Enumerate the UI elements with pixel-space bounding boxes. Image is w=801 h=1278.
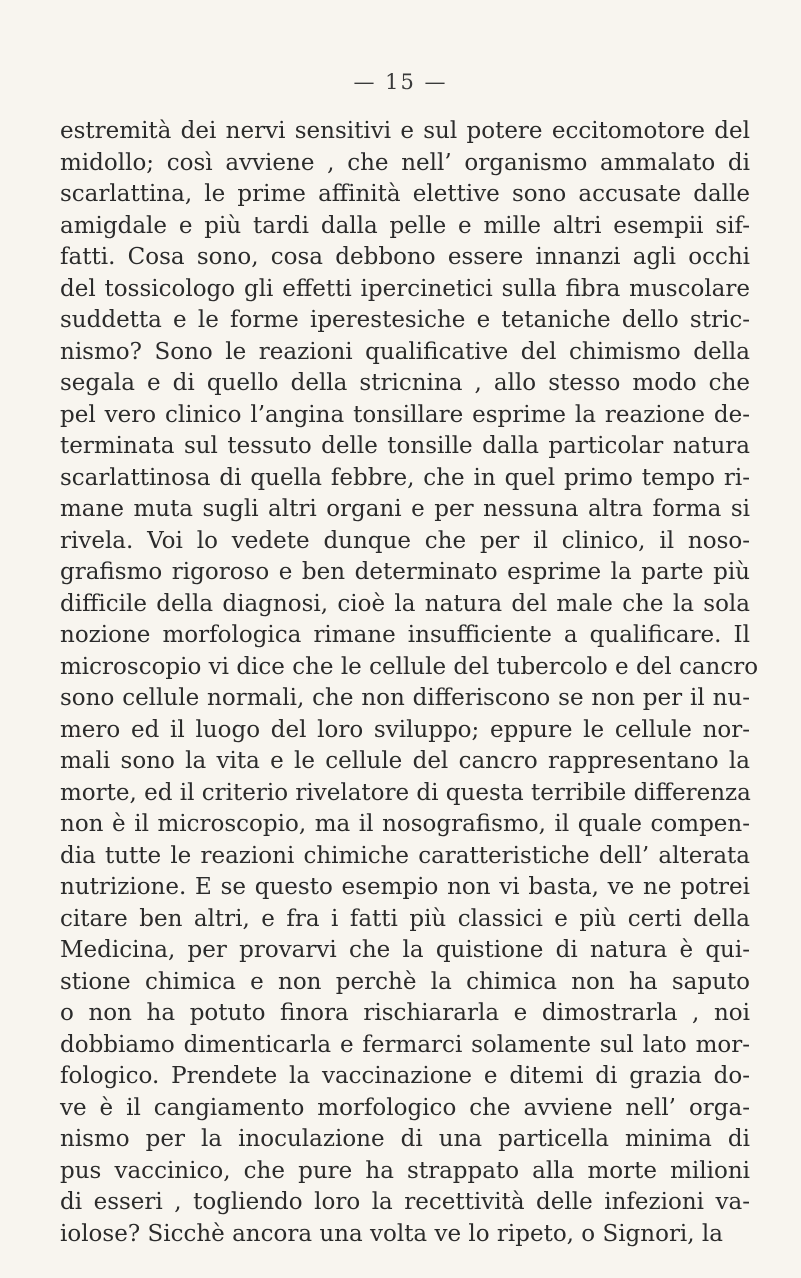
- text-line: mero ed il luogo del loro sviluppo; eppure le cellule nor-: [60, 716, 750, 743]
- text-line: nismo? Sono le reazioni qualificative del chimismo della: [60, 338, 750, 365]
- text-line: di esseri , togliendo loro la recettività delle infezioni va-: [60, 1189, 750, 1215]
- text-line: stione chimica e non perchè la chimica non ha saputo: [60, 968, 750, 995]
- text-line: dia tutte le reazioni chimiche caratteristiche dell’ alterata: [60, 842, 750, 869]
- text-line: mali sono la vita e le cellule del cancro rappresentano la: [60, 748, 750, 774]
- text-line: nozione morfologica rimane insufficiente a qualificare. Il: [60, 622, 750, 648]
- text-line: suddetta e le forme iperestesiche e tetaniche dello stric-: [60, 307, 750, 333]
- text-line: scarlattinosa di quella febbre, che in quel primo tempo ri-: [60, 464, 750, 491]
- text-line: o non ha potuto finora rischiararla e dimostrarla , noi: [60, 1000, 750, 1026]
- text-line: ve è il cangiamento morfologico che avviene nell’ orga-: [60, 1094, 750, 1121]
- text-line: segala e di quello della stricnina , allo stesso modo che: [60, 370, 750, 396]
- text-line: citare ben altri, e fra i fatti più classici e più certi della: [60, 905, 750, 932]
- text-line: dobbiamo dimenticarla e fermarci solamente sul lato mor-: [60, 1031, 750, 1058]
- text-line: nutrizione. E se questo esempio non vi basta, ve ne potrei: [60, 874, 750, 900]
- text-line: Medicina, per provarvi che la quistione di natura è qui-: [60, 937, 750, 963]
- text-line: sono cellule normali, che non differiscono se non per il nu-: [60, 685, 750, 711]
- text-line: midollo; così avviene , che nell’ organismo ammalato di: [60, 149, 750, 176]
- text-line: grafismo rigoroso e ben determinato esprime la parte più: [60, 559, 750, 585]
- text-line: non è il microscopio, ma il nosografismo, il quale compen-: [60, 811, 750, 837]
- text-line: del tossicologo gli effetti ipercinetici sulla fibra muscolare: [60, 275, 750, 302]
- page-number: — 15 —: [353, 70, 448, 94]
- text-line: terminata sul tessuto delle tonsille dalla particolar natura: [60, 433, 750, 459]
- text-line: rivela. Voi lo vedete dunque che per il clinico, il noso-: [60, 527, 750, 554]
- text-line: nismo per la inoculazione di una particella minima di: [60, 1126, 750, 1152]
- text-line: morte, ed il criterio rivelatore di questa terribile differenza: [60, 779, 751, 806]
- text-line: fatti. Cosa sono, cosa debbono essere innanzi agli occhi: [60, 244, 750, 270]
- text-line: iolose? Sicchè ancora una volta ve lo ripeto, o Signori, la: [60, 1220, 723, 1247]
- text-line: estremità dei nervi sensitivi e sul potere eccitomotore del: [60, 118, 750, 144]
- text-line: fologico. Prendete la vaccinazione e ditemi di grazia do-: [60, 1063, 750, 1089]
- text-line: pel vero clinico l’angina tonsillare esprime la reazione de-: [60, 401, 750, 428]
- text-line: microscopio vi dice che le cellule del tubercolo e del cancro: [60, 653, 759, 680]
- text-line: difficile della diagnosi, cioè la natura del male che la sola: [60, 590, 750, 617]
- text-line: scarlattina, le prime affinità elettive sono accusate dalle: [60, 181, 750, 207]
- text-line: mane muta sugli altri organi e per nessuna altra forma si: [60, 496, 750, 522]
- text-line: amigdale e più tardi dalla pelle e mille altri esempii sif-: [60, 212, 750, 239]
- text-line: pus vaccinico, che pure ha strappato alla morte milioni: [60, 1157, 750, 1184]
